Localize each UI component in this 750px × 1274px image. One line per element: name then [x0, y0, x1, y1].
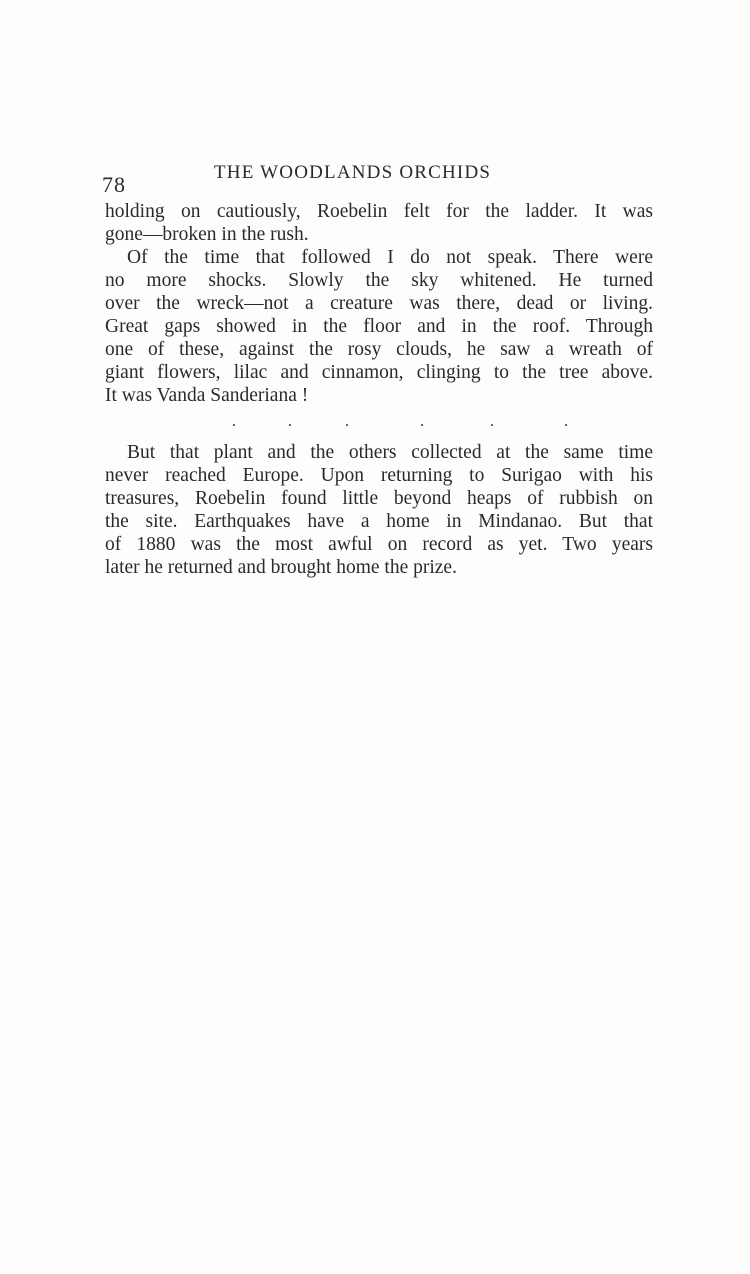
page-number: 78 — [102, 172, 126, 197]
text-line: It was Vanda Sanderiana ! — [105, 385, 309, 406]
text-line: later he returned and brought home the prize. — [105, 557, 457, 578]
paragraph-continuation — [105, 200, 653, 246]
text-line: never reached Europe. Upon returning to Surigao with his — [105, 465, 653, 486]
text-line: over the wreck—not a creature was there, dead or living. — [105, 293, 653, 314]
separator-dot: . — [490, 413, 494, 430]
page-header — [102, 160, 652, 197]
separator-dot: . — [564, 413, 568, 430]
separator-dot: . — [288, 413, 292, 430]
text-line: no more shocks. Slowly the sky whitened. He turned — [105, 270, 653, 291]
text-line: But that plant and the others collected at the same time — [127, 442, 653, 463]
text-line: treasures, Roebelin found little beyond heaps of rubbish on — [105, 488, 653, 509]
separator-dot: . — [345, 413, 349, 430]
text-line: the site. Earthquakes have a home in Mindanao. But that — [105, 511, 653, 532]
section-separator — [105, 409, 653, 431]
text-line: Of the time that followed I do not speak. There were — [127, 247, 653, 268]
text-line: of 1880 was the most awful on record as yet. Two years — [105, 534, 653, 555]
text-line: gone—broken in the rush. — [105, 224, 309, 245]
running-title: THE WOODLANDS ORCHIDS — [214, 162, 492, 183]
separator-dot: . — [420, 413, 424, 430]
paragraph — [105, 441, 653, 579]
text-line: holding on cautiously, Roebelin felt for the ladder. It was — [105, 201, 653, 222]
body-text — [105, 200, 653, 579]
paragraph — [105, 246, 653, 407]
text-line: giant flowers, lilac and cinnamon, clinging to the tree above. — [105, 362, 653, 383]
text-line: Great gaps showed in the floor and in the roof. Through — [105, 316, 653, 337]
separator-dot: . — [232, 413, 236, 430]
text-line: one of these, against the rosy clouds, he saw a wreath of — [105, 339, 653, 360]
